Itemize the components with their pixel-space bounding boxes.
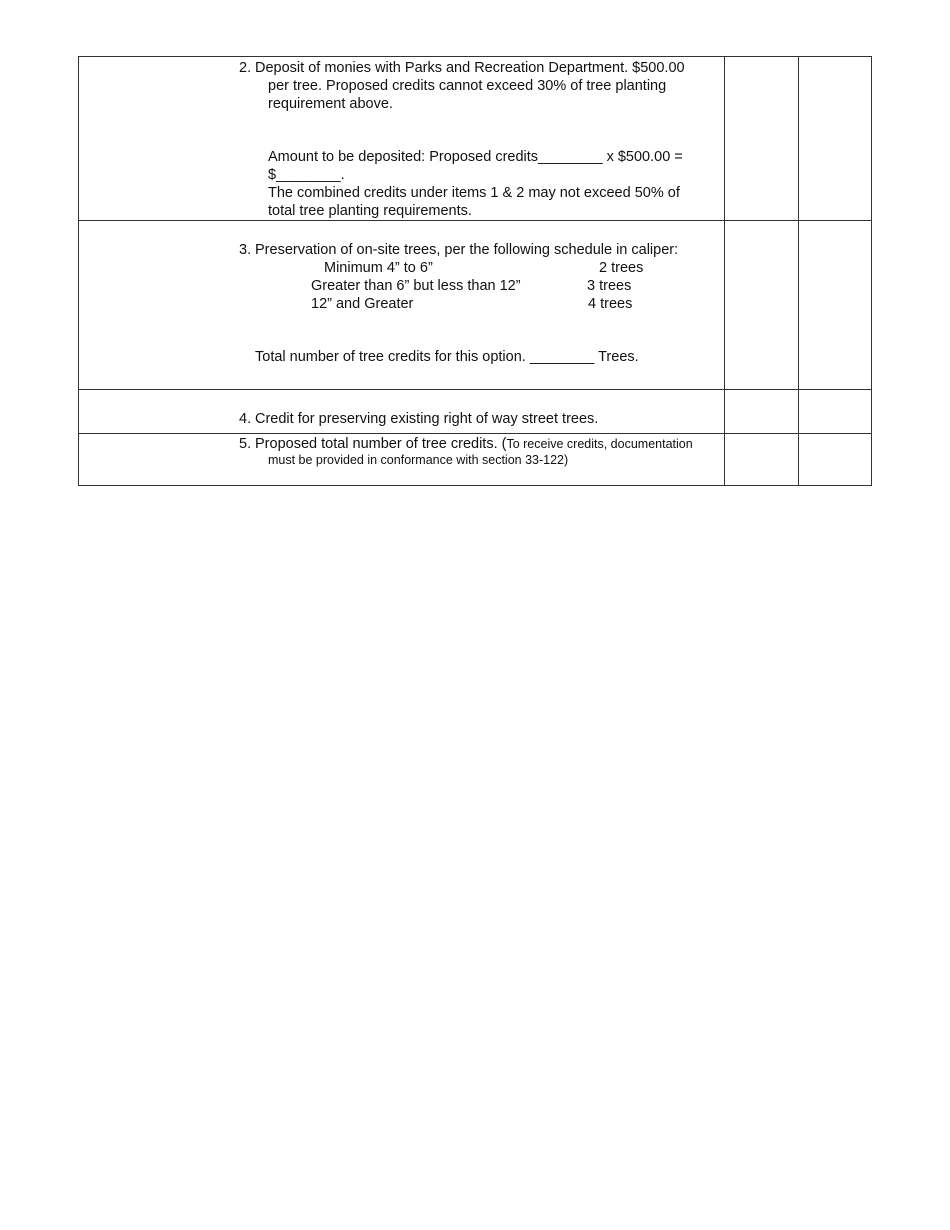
schedule-row <box>79 295 724 313</box>
deposit-amount-line: Amount to be deposited: Proposed credits________ x $500.00 = <box>268 149 683 165</box>
item-number: 4. <box>239 411 252 427</box>
tree-credits-table <box>78 56 872 486</box>
credit-entry-cell[interactable] <box>798 434 871 486</box>
schedule-credit: 3 trees <box>587 278 632 294</box>
credit-entry-cell[interactable] <box>724 57 798 221</box>
item-2-heading <box>79 59 724 77</box>
item-5-text: Proposed total number of tree credits. ( <box>255 436 507 452</box>
credit-entry-cell[interactable] <box>798 221 871 390</box>
schedule-row <box>79 277 724 295</box>
schedule-credit: 2 trees <box>599 260 644 276</box>
item-4-text: Credit for preserving existing right of way street trees. <box>255 411 599 427</box>
combined-credits-note-line2: total tree planting requirements. <box>268 203 472 219</box>
item-4-cell <box>79 390 725 434</box>
table-row <box>79 390 872 434</box>
table-row <box>79 221 872 390</box>
item-3-cell <box>79 221 725 390</box>
deposit-amount-total: $________. <box>268 167 345 183</box>
item-number: 5. <box>239 436 252 452</box>
schedule-row <box>79 259 724 277</box>
schedule-size: Greater than 6” but less than 12” <box>311 278 521 294</box>
credit-entry-cell[interactable] <box>724 434 798 486</box>
item-3-text: Preservation of on-site trees, per the following schedule in caliper: <box>255 242 679 258</box>
item-number: 3. <box>239 242 252 258</box>
item-5-note: To receive credits, documentation <box>506 437 693 451</box>
credit-entry-cell[interactable] <box>724 221 798 390</box>
total-credits-line: Total number of tree credits for this option. ________ Trees. <box>255 349 639 365</box>
item-2-text-line2: per tree. Proposed credits cannot exceed 30% of tree planting <box>268 78 667 94</box>
item-3-heading <box>79 241 724 259</box>
item-4-heading <box>79 410 724 428</box>
item-2-text-line3: requirement above. <box>268 96 393 112</box>
item-5-heading <box>79 435 724 453</box>
credit-entry-cell[interactable] <box>724 390 798 434</box>
item-5-cell <box>79 434 725 486</box>
table-row <box>79 57 872 221</box>
item-2-text: Deposit of monies with Parks and Recreation Department. $500.00 <box>255 60 685 76</box>
schedule-credit: 4 trees <box>588 296 633 312</box>
credit-entry-cell[interactable] <box>798 390 871 434</box>
item-2-cell <box>79 57 725 221</box>
item-5-note-line2: must be provided in conformance with section 33-122) <box>268 453 569 467</box>
schedule-size: 12” and Greater <box>311 296 414 312</box>
credit-entry-cell[interactable] <box>798 57 871 221</box>
schedule-size: Minimum 4” to 6” <box>324 260 433 276</box>
item-number: 2. <box>239 60 252 76</box>
table-row <box>79 434 872 486</box>
combined-credits-note: The combined credits under items 1 & 2 may not exceed 50% of <box>268 185 680 201</box>
